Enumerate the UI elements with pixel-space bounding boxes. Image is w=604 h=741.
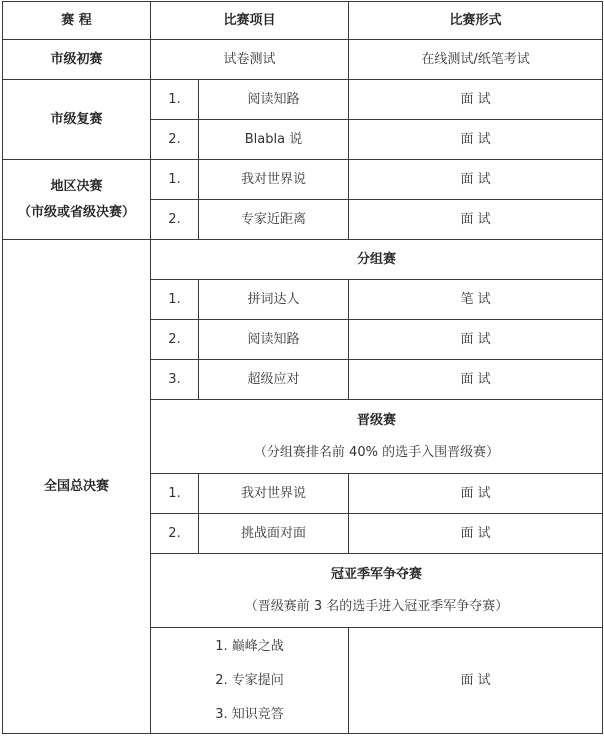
- championship-note: （晋级赛前 3 名的选手进入冠亚季军争夺赛）: [244, 598, 509, 614]
- championship-item: 1. 巅峰之战: [215, 638, 284, 654]
- item-format: 面 试: [349, 360, 603, 400]
- group-title: 分组赛: [151, 240, 603, 280]
- championship-title-cell: [151, 554, 603, 628]
- item-format: 面 试: [349, 514, 603, 554]
- header-format: 比赛形式: [349, 2, 603, 40]
- item-format: 面 试: [349, 160, 603, 200]
- row-number: 2.: [151, 120, 199, 160]
- header-row: [3, 2, 603, 40]
- row-number: 1.: [151, 160, 199, 200]
- item-name: 拼词达人: [199, 280, 349, 320]
- championship-item: 2. 专家提问: [215, 672, 284, 688]
- row-number: 3.: [151, 360, 199, 400]
- item-name: 专家近距离: [199, 200, 349, 240]
- row-number: 1.: [151, 280, 199, 320]
- city-prelim-stage: 市级初赛: [3, 40, 151, 80]
- schedule-table: [2, 1, 603, 734]
- regional-stage: 地区决赛: [50, 178, 103, 194]
- city-semi-stage: 市级复赛: [3, 80, 151, 160]
- item-name: 阅读知路: [199, 80, 349, 120]
- row-number: 2.: [151, 320, 199, 360]
- row-number: 2.: [151, 200, 199, 240]
- row-number: 1.: [151, 474, 199, 514]
- city-semi-row-1: [3, 80, 603, 120]
- item-name: 超级应对: [199, 360, 349, 400]
- item-format: 面 试: [349, 120, 603, 160]
- item-name: Blabla 说: [199, 120, 349, 160]
- item-name: 阅读知路: [199, 320, 349, 360]
- item-format: 面 试: [349, 320, 603, 360]
- promotion-note: （分组赛排名前 40% 的选手入围晋级赛）: [253, 444, 500, 460]
- championship-item: 3. 知识竞答: [215, 706, 284, 722]
- national-stage: 全国总决赛: [3, 240, 151, 734]
- item-format: 面 试: [349, 474, 603, 514]
- championship-items: [151, 628, 349, 734]
- header-item: 比赛项目: [151, 2, 349, 40]
- item-name: 挑战面对面: [199, 514, 349, 554]
- item-format: 面 试: [349, 80, 603, 120]
- item-format: 笔 试: [349, 280, 603, 320]
- row-number: 1.: [151, 80, 199, 120]
- regional-stage-cell: [3, 160, 151, 240]
- promotion-title-cell: [151, 400, 603, 474]
- item-name: 我对世界说: [199, 474, 349, 514]
- city-prelim-item: 试卷测试: [151, 40, 349, 80]
- championship-title: 冠亚季军争夺赛: [331, 566, 423, 582]
- row-number: 2.: [151, 514, 199, 554]
- item-name: 我对世界说: [199, 160, 349, 200]
- header-stage: 赛 程: [3, 2, 151, 40]
- regional-row-1: [3, 160, 603, 200]
- city-prelim-row: [3, 40, 603, 80]
- championship-format: 面 试: [349, 628, 603, 734]
- city-prelim-format: 在线测试/纸笔考试: [349, 40, 603, 80]
- item-format: 面 试: [349, 200, 603, 240]
- group-title-row: [3, 240, 603, 280]
- promotion-title: 晋级赛: [357, 412, 397, 428]
- regional-stage-note: （市级或省级决赛）: [17, 204, 135, 220]
